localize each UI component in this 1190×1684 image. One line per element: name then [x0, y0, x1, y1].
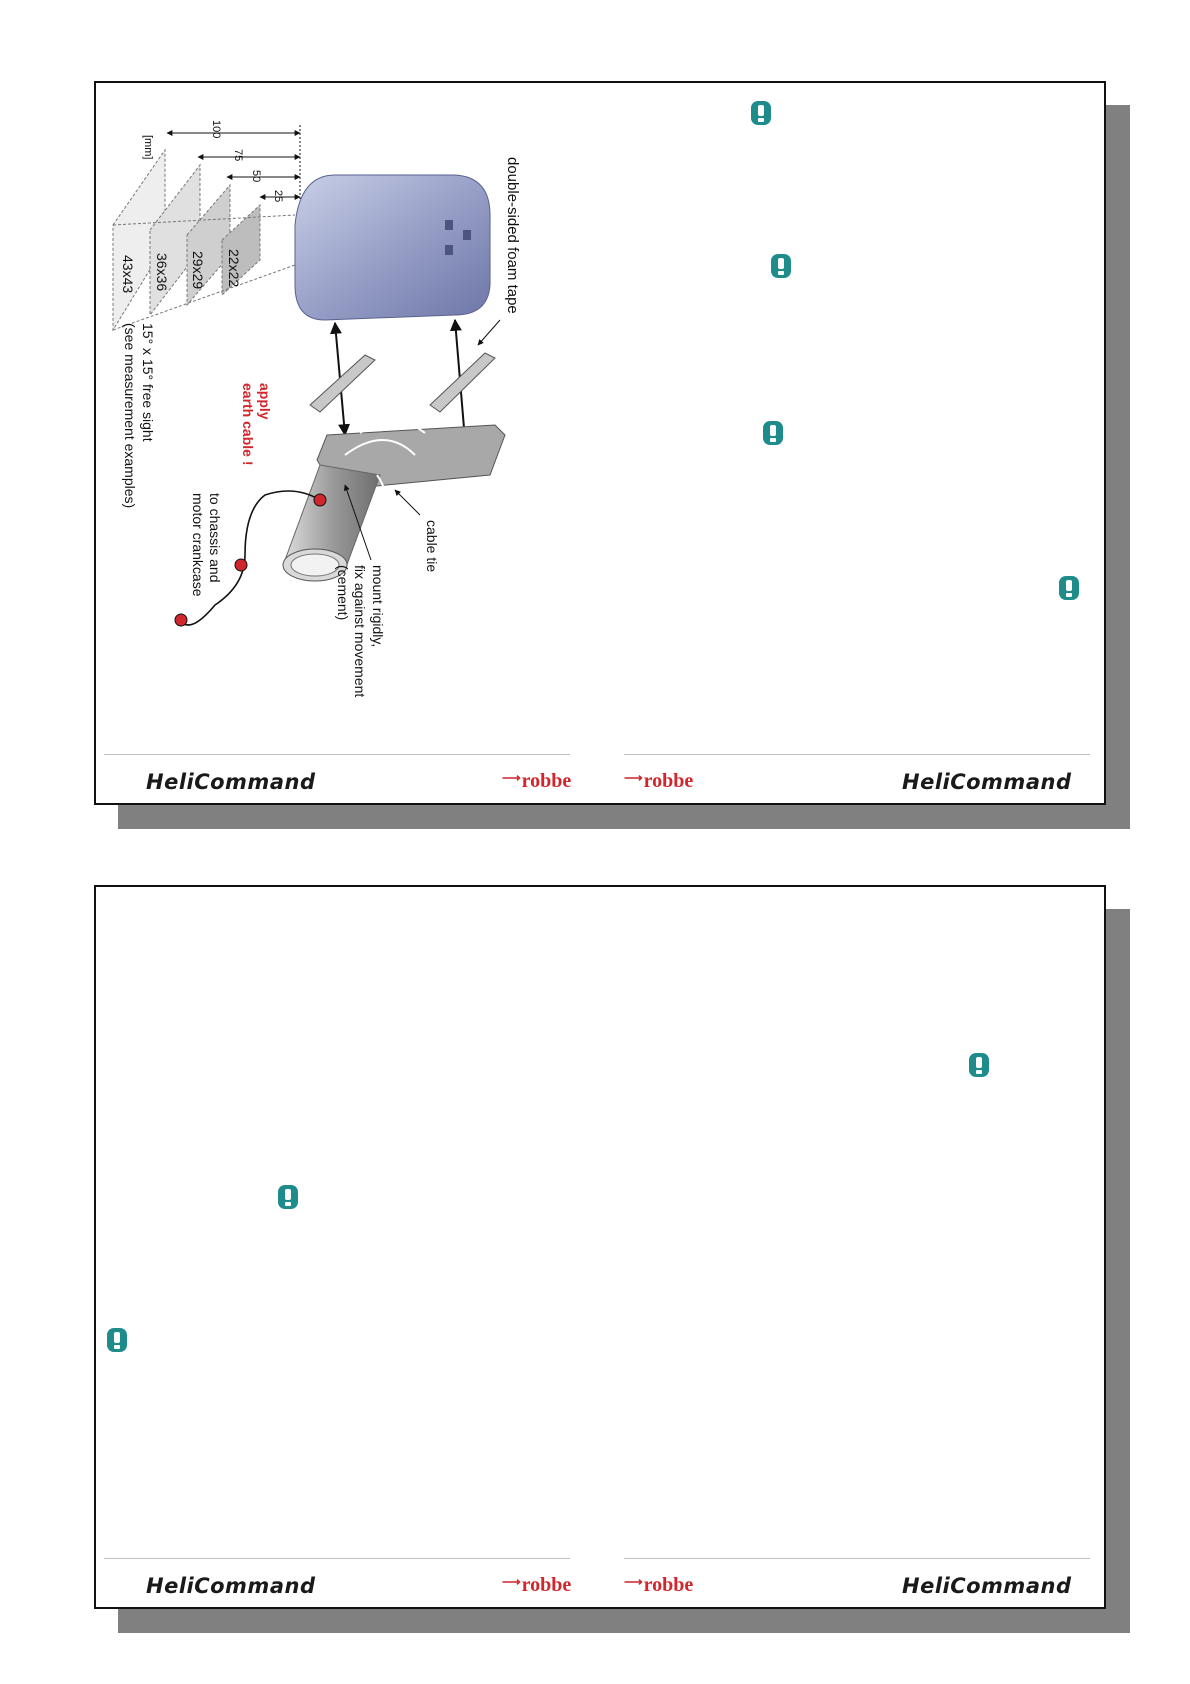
earth-label-1: apply [257, 383, 273, 420]
distance-50: 50 [250, 170, 262, 183]
mounting-diagram [95, 115, 605, 755]
size-43: 43x43 [120, 255, 136, 294]
footer-rule-left [104, 1558, 570, 1559]
note-icon [762, 420, 784, 446]
footer-rule-left [104, 754, 570, 755]
chassis-label-2: motor crankcase [190, 493, 206, 597]
sheet-bottom [94, 885, 1106, 1609]
sight-label-2: (see measurement examples) [122, 323, 138, 509]
robbe-logo: ⟶robbe [624, 1574, 694, 1596]
distance-75: 75 [232, 149, 244, 162]
note-icon [750, 100, 772, 126]
earth-label-2: earth cable ! [240, 383, 256, 466]
robbe-arrow-icon: ⟶ [624, 770, 643, 785]
robbe-arrow-icon: ⟶ [624, 1574, 643, 1589]
heli-command-logo: HeliCommand [146, 1574, 316, 1598]
sight-label-1: 15° x 15° free sight [140, 323, 156, 442]
footer-rule-right [624, 1558, 1090, 1559]
mount-label-1: mount rigidly, [370, 565, 386, 648]
mount-label-3: (cement) [335, 565, 351, 621]
heli-command-logo: HeliCommand [902, 770, 1072, 794]
unit-label: [mm] [142, 135, 154, 160]
note-icon [1058, 575, 1080, 601]
foam-tape-label: double-sided foam tape [504, 157, 521, 314]
distance-100: 100 [210, 120, 222, 139]
footer-rule-right [624, 754, 1090, 755]
robbe-logo: ⟶robbe [502, 770, 572, 792]
size-29: 29x29 [190, 251, 206, 290]
note-icon [277, 1184, 299, 1210]
size-22: 22x22 [226, 249, 242, 288]
robbe-logo: ⟶robbe [502, 1574, 572, 1596]
mount-label-2: fix against movement [352, 565, 368, 698]
note-icon [106, 1327, 128, 1353]
heli-command-logo: HeliCommand [146, 770, 316, 794]
cable-tie-label: cable tie [424, 520, 440, 573]
robbe-arrow-icon: ⟶ [502, 1574, 521, 1589]
note-icon [770, 253, 792, 279]
size-36: 36x36 [154, 253, 170, 292]
robbe-arrow-icon: ⟶ [502, 770, 521, 785]
robbe-logo: ⟶robbe [624, 770, 694, 792]
heli-command-logo: HeliCommand [902, 1574, 1072, 1598]
note-icon [968, 1052, 990, 1078]
sensor-body [295, 175, 490, 320]
distance-25: 25 [272, 190, 284, 203]
chassis-label-1: to chassis and [207, 493, 223, 583]
